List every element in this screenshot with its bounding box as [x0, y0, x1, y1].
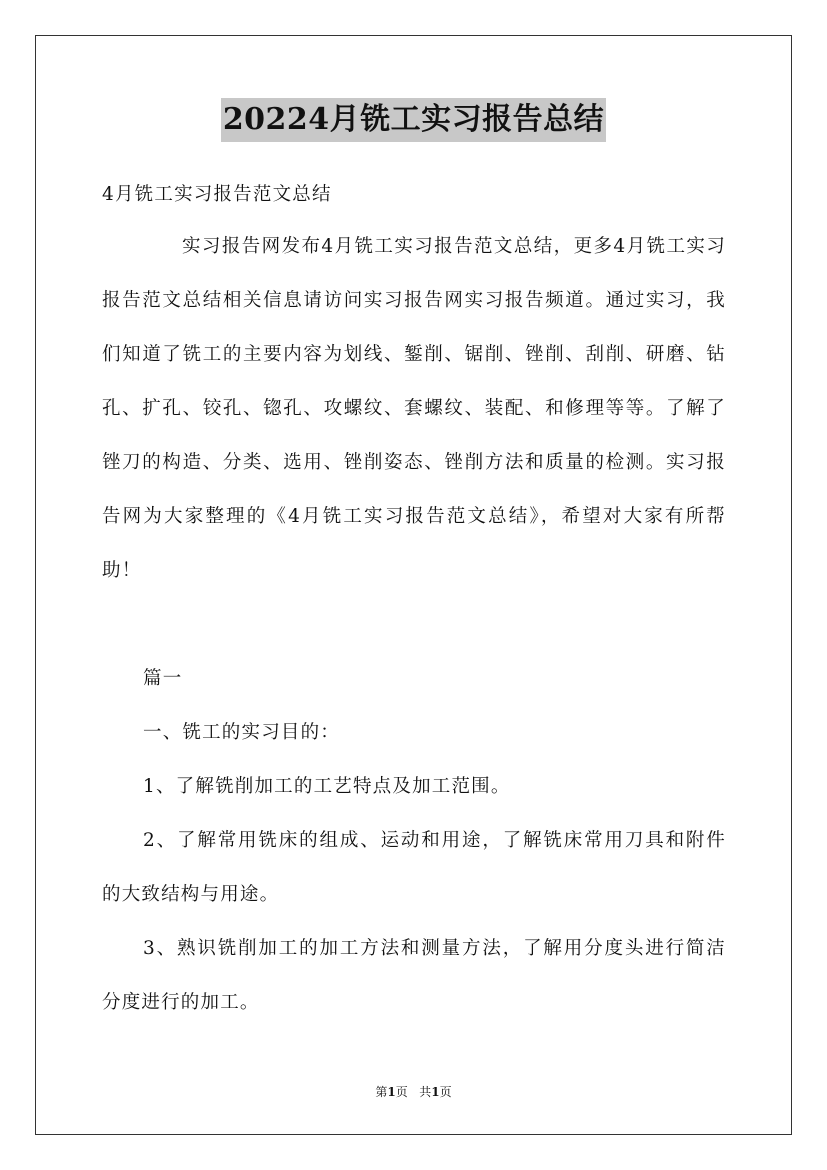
footer-page-number: 1	[387, 1085, 396, 1099]
footer-total-number: 1	[431, 1085, 440, 1099]
section-label: 篇一	[143, 668, 183, 689]
footer-page-suffix: 页	[395, 1085, 408, 1099]
footer-page-prefix: 第	[375, 1085, 388, 1099]
objective-item-1: 1、了解铣削加工的工艺特点及加工范围。	[143, 776, 511, 797]
title-container	[0, 98, 827, 142]
objective-item-2: 2、了解常用铣床的组成、运动和用途，了解铣床常用刀具和附件的大致结构与用途。	[102, 830, 726, 905]
intro-paragraph: 实习报告网发布4月铣工实习报告范文总结，更多4月铣工实习报告范文总结相关信息请访问实习报告网实习报告频道。通过实习，我们知道了铣工的主要内容为划线、錾削、锯削、锉削、刮削、研磨、钻孔、扩孔、铰孔、锪孔、攻螺纹、套螺纹、装配、和修理等等。了解了锉刀的构造、分类、选用、锉削姿态、锉削方法和质量的检测。实习报告网为大家整理的《4月铣工实习报告范文总结》，希望对大家有所帮助！	[102, 236, 726, 581]
footer-total-prefix: 共	[419, 1085, 432, 1099]
heading-objectives: 一、铣工的实习目的：	[143, 722, 341, 743]
document-subtitle: 4月铣工实习报告范文总结	[102, 184, 332, 205]
objective-item-3: 3、熟识铣削加工的加工方法和测量方法，了解用分度头进行简洁分度进行的加工。	[102, 938, 726, 1013]
document-title: 20224月铣工实习报告总结	[221, 98, 606, 142]
footer-total-suffix: 页	[439, 1085, 452, 1099]
page-footer	[0, 1083, 827, 1101]
